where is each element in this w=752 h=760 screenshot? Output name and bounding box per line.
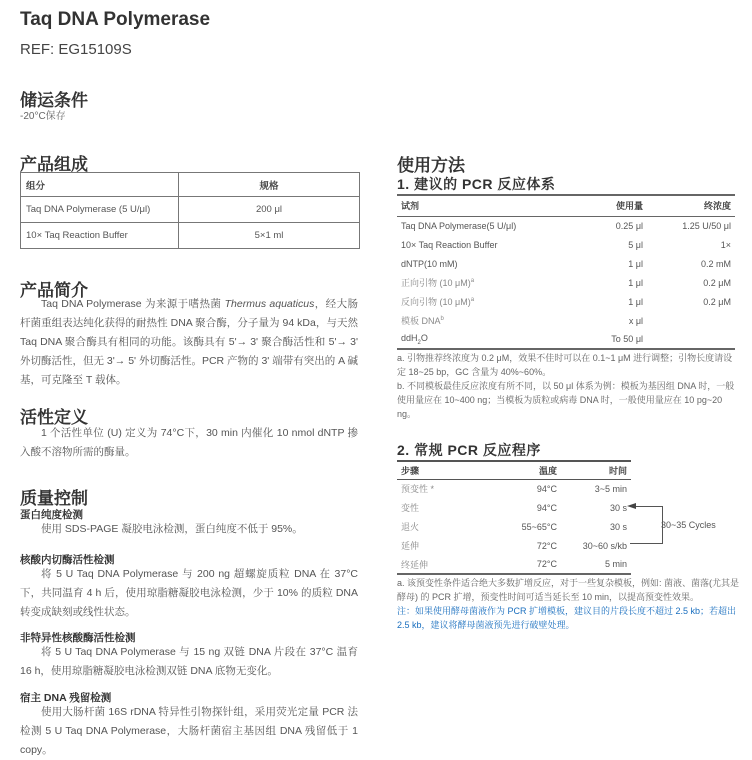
footnote-b: b. 不同模板最佳反应浓度有所不同，以 50 μl 体系为例：模板为基因组 DNA 时，一般使用量应在 10~400 ng；当模板为质粒或病毒 DNA 时，一般使用量应在 10 pg~20 ng。 bbox=[397, 381, 735, 419]
final-cell: 0.2 mM bbox=[700, 258, 731, 269]
table-row bbox=[397, 479, 631, 498]
column-header: 步骤 bbox=[397, 461, 493, 479]
amount-cell: 1 μl bbox=[628, 277, 643, 288]
reagent-label: 反向引物 (10 μM) bbox=[401, 297, 471, 307]
amount-cell: x μl bbox=[628, 315, 643, 326]
footnote-a: a. 引物推荐终浓度为 0.2 μM，效果不佳时可以在 0.1~1 μM 进行调整；引物长度请设定 18~25 bp，GC 含量为 40%~60%。 bbox=[397, 353, 733, 377]
table-row bbox=[397, 292, 735, 311]
qc-item-title: 核酸内切酶活性检测 bbox=[20, 554, 115, 566]
table-cell: 10× Taq Reaction Buffer bbox=[21, 223, 179, 249]
step-cell: 延伸 bbox=[401, 541, 420, 551]
table-row bbox=[21, 197, 360, 223]
final-cell: 0.2 μM bbox=[703, 277, 731, 288]
column-header: 组分 bbox=[21, 173, 179, 197]
temp-cell: 72°C bbox=[493, 555, 561, 574]
qc-item-text: 使用大肠杆菌 16S rDNA 特异性引物探针组，采用荧光定量 PCR 法检测 5 U Taq DNA Polymerase，大肠杆菌宿主基因组 DNA 残留低于 1 copy。 bbox=[20, 706, 358, 756]
table-cell: 200 μl bbox=[179, 197, 360, 223]
step-cell: 预变性 * bbox=[401, 484, 435, 495]
table-row bbox=[397, 235, 735, 254]
table-header-row bbox=[21, 173, 360, 197]
qc-item-text: 将 5 U Taq DNA Polymerase 与 15 ng 双链 DNA 片段在 37°C 温育 16 h，使用琼脂糖凝胶电泳检测双链 DNA 底物无变化。 bbox=[20, 646, 358, 677]
intro-text-part: ，经大肠杆菌重组表达纯化获得的耐热性 DNA 聚合酶，分子量为 94 kDa，与天然 Taq DNA 聚合酶具有相同的功能。该酶具有 5'→ 3' 聚合酶活性和 5'→ 3' 外切酶活性，但无 3'→ 5' 外切酶活性。PCR 产物的 3' 端带有突出的 A 碱基，可克隆至 T 载体。 bbox=[20, 298, 358, 386]
reagent-cell: Taq DNA Polymerase(5 U/μl) bbox=[401, 220, 517, 231]
table-row bbox=[397, 498, 631, 517]
qc-item-title: 蛋白纯度检测 bbox=[20, 509, 83, 521]
storage-heading: 储运条件 bbox=[20, 91, 88, 110]
table-row bbox=[397, 216, 735, 235]
ref-number: REF: EG15109S bbox=[20, 41, 132, 58]
column-header: 规格 bbox=[179, 173, 360, 197]
storage-text: -20°C保存 bbox=[20, 111, 66, 122]
table-row bbox=[397, 517, 631, 536]
reagent-label: ddH bbox=[401, 332, 418, 343]
column-header: 使用量 bbox=[577, 195, 647, 216]
amount-cell: 5 μl bbox=[628, 239, 643, 250]
qc-item-text: 使用 SDS-PAGE 凝胶电泳检测，蛋白纯度不低于 95%。 bbox=[41, 523, 303, 535]
usage-heading: 使用方法 bbox=[397, 156, 465, 175]
footnote-marker: a bbox=[470, 297, 475, 303]
intro-text-part: Taq DNA Polymerase 为来源于嗜热菌 bbox=[41, 298, 225, 310]
column-header: 终浓度 bbox=[647, 195, 735, 216]
temp-cell: 94°C bbox=[536, 483, 557, 494]
intro-text bbox=[20, 295, 358, 390]
cycle-bracket bbox=[630, 506, 663, 544]
table-header-row bbox=[397, 461, 631, 479]
table-cell: Taq DNA Polymerase (5 U/μl) bbox=[21, 197, 179, 223]
yeast-note: 注：如果使用酵母菌液作为 PCR 扩增模板，建议目的片段长度不超过 2.5 kb；若超出 2.5 kb，建议将酵母菌液预先进行破壁处理。 bbox=[397, 606, 737, 630]
subscript: 2 bbox=[417, 339, 421, 346]
pcr-program-table bbox=[397, 460, 631, 575]
step-cell: 退火 bbox=[401, 522, 420, 532]
temp-cell: 55~65°C bbox=[521, 521, 557, 532]
footnote-marker: b bbox=[440, 316, 444, 322]
reagent-cell bbox=[397, 330, 577, 349]
reagent-cell bbox=[397, 273, 577, 292]
footnote-marker: a bbox=[470, 278, 475, 284]
time-cell: 30 s bbox=[609, 521, 627, 532]
time-cell: 5 min bbox=[561, 555, 631, 574]
product-title: Taq DNA Polymerase bbox=[20, 9, 211, 30]
activity-heading: 活性定义 bbox=[20, 408, 88, 427]
amount-cell: 1 μl bbox=[628, 258, 643, 269]
pcr-system-table bbox=[397, 194, 735, 350]
final-cell bbox=[647, 330, 735, 349]
reagent-label-tail: O bbox=[420, 332, 428, 343]
table-row bbox=[21, 223, 360, 249]
reagent-label: 正向引物 (10 μM) bbox=[401, 278, 471, 288]
activity-text: 1 个活性单位 (U) 定义为 74°C下，30 min 内催化 10 nmol dNTP 掺入酸不溶物所需的酶量。 bbox=[20, 427, 358, 458]
arrow-left-icon bbox=[627, 503, 636, 509]
table-row bbox=[397, 536, 631, 555]
amount-cell: 0.25 μl bbox=[615, 220, 643, 231]
composition-heading: 产品组成 bbox=[20, 155, 88, 174]
reagent-label: 模板 DNA bbox=[401, 316, 441, 326]
intro-heading: 产品简介 bbox=[20, 281, 88, 300]
final-cell: 0.2 μM bbox=[703, 296, 731, 307]
table-row bbox=[397, 555, 631, 574]
amount-cell: To 50 μl bbox=[577, 330, 647, 349]
time-cell: 30~60 s/kb bbox=[582, 540, 627, 551]
step-cell: 变性 bbox=[401, 503, 420, 513]
amount-cell: 1 μl bbox=[628, 296, 643, 307]
table-header-row bbox=[397, 195, 735, 216]
qc-item-text: 将 5 U Taq DNA Polymerase 与 200 ng 超螺旋质粒 DNA 在 37°C下，共同温育 4 h 后，使用琼脂糖凝胶电泳检测，少于 10% 的质粒 DNA 转变成缺刻或线性状态。 bbox=[20, 568, 358, 618]
table-row bbox=[397, 254, 735, 273]
temp-cell: 94°C bbox=[536, 502, 557, 513]
reagent-cell bbox=[397, 292, 577, 311]
table-cell: 5×1 ml bbox=[179, 223, 360, 249]
qc-heading: 质量控制 bbox=[20, 489, 88, 508]
column-header: 时间 bbox=[561, 461, 631, 479]
final-cell bbox=[647, 311, 735, 330]
final-cell: 1× bbox=[720, 239, 731, 250]
reagent-cell: 10× Taq Reaction Buffer bbox=[401, 239, 498, 250]
reagent-cell bbox=[397, 311, 577, 330]
cycles-label: 30~35 Cycles bbox=[661, 520, 716, 530]
composition-table bbox=[20, 172, 360, 249]
table-row bbox=[397, 330, 735, 349]
time-cell: 3~5 min bbox=[594, 483, 627, 494]
step-cell: 终延伸 bbox=[397, 555, 493, 574]
column-header: 试剂 bbox=[397, 195, 577, 216]
qc-item-title: 非特异性核酸酶活性检测 bbox=[20, 632, 136, 644]
species-name: Thermus aquaticus bbox=[224, 298, 315, 310]
table-row bbox=[397, 273, 735, 292]
pcr-program-heading: 2. 常规 PCR 反应程序 bbox=[397, 442, 541, 458]
final-cell: 1.25 U/50 μl bbox=[682, 220, 731, 231]
column-header: 温度 bbox=[493, 461, 561, 479]
pcr-system-heading: 1. 建议的 PCR 反应体系 bbox=[397, 176, 556, 192]
reagent-cell: dNTP(10 mM) bbox=[401, 258, 458, 269]
time-cell: 30 s bbox=[609, 502, 627, 513]
temp-cell: 72°C bbox=[536, 540, 557, 551]
program-footnote: a. 该预变性条件适合绝大多数扩增反应，对于一些复杂模板，例如: 菌液、菌落(尤其是酵母) 的 PCR 扩增，预变性时间可适当延长至 10 min，以提高预变性效果。 bbox=[397, 578, 740, 602]
table-row bbox=[397, 311, 735, 330]
qc-item-title: 宿主 DNA 残留检测 bbox=[20, 692, 112, 704]
